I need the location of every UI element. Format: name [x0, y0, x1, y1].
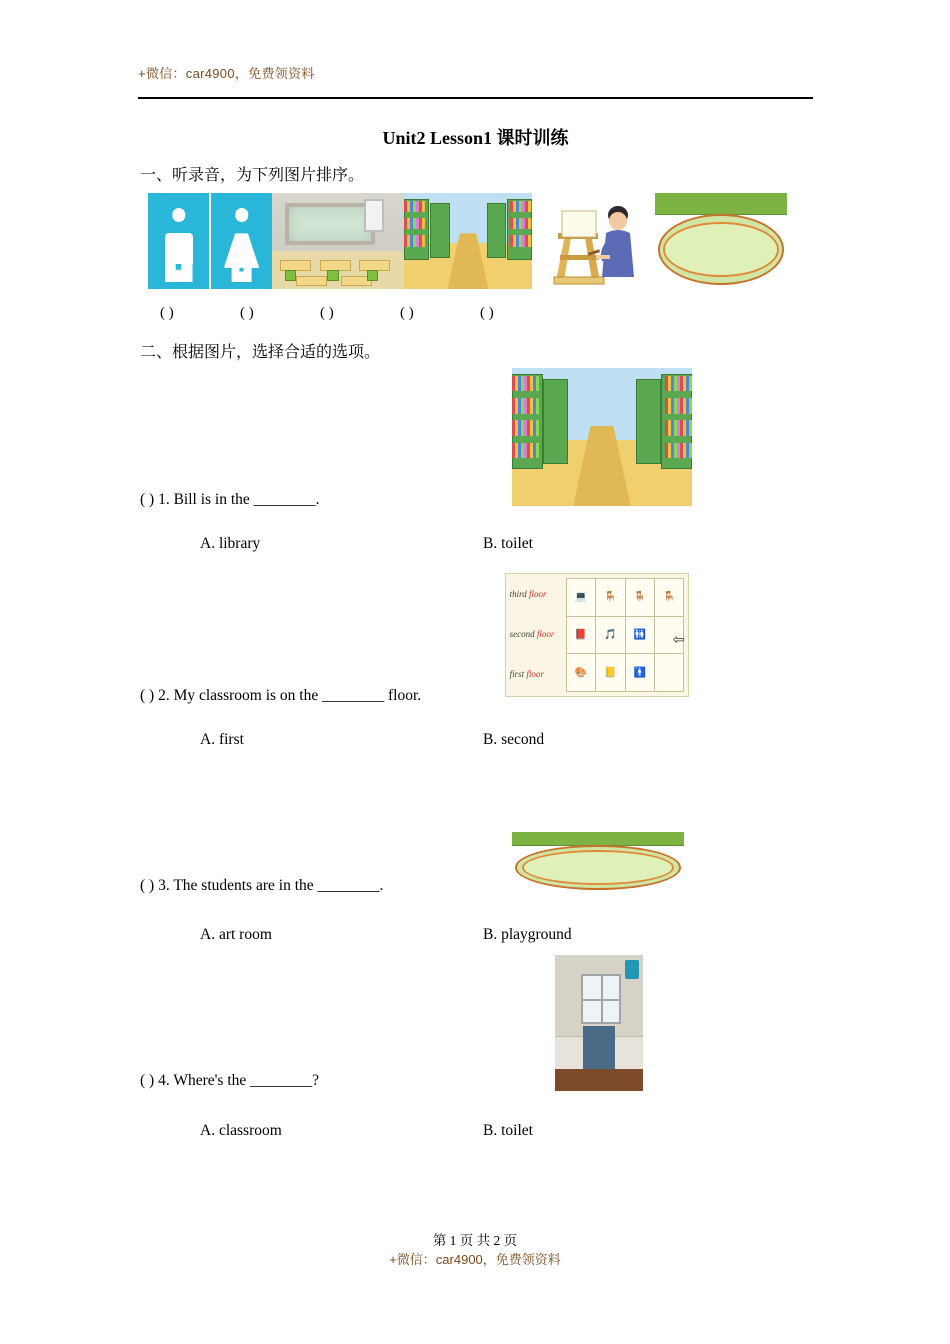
section-1-heading: 一、听录音，为下列图片排序。: [140, 167, 365, 184]
bracket-3[interactable]: ( ): [320, 305, 334, 321]
palette-icon: 🎨: [574, 667, 588, 679]
library-books: [510, 235, 532, 247]
question-1: [140, 491, 320, 509]
floor-plan-grid: [566, 578, 684, 693]
playground-grass: [512, 832, 684, 846]
desk-icon: 🪑: [662, 591, 676, 603]
floor-cell: [596, 617, 624, 654]
bracket-4[interactable]: ( ): [400, 305, 414, 321]
library-shelf: [636, 379, 661, 464]
question-4-option-b[interactable]: B. toilet: [483, 1122, 533, 1139]
floor-cell: [567, 579, 595, 616]
library-books: [665, 376, 692, 391]
floor-cell: [567, 654, 595, 691]
book-icon: 📕: [574, 629, 588, 641]
library-books: [510, 201, 532, 213]
question-1-option-a[interactable]: A. library: [200, 535, 261, 552]
floor-cell: [655, 617, 683, 654]
header-divider: [138, 97, 813, 99]
library-shelf: [430, 203, 450, 259]
question-1-text: Bill is in the ________.: [173, 491, 320, 508]
library-books: [665, 398, 692, 413]
image-library-q1: [512, 368, 692, 506]
male-head-icon: [172, 208, 185, 221]
question-2-option-a[interactable]: A. first: [200, 731, 244, 748]
question-3-option-a[interactable]: A. art room: [200, 926, 272, 943]
classroom-screen: [364, 199, 384, 232]
library-shelf: [487, 203, 507, 259]
page-title: Unit2 Lesson1 课时训练: [382, 128, 569, 148]
floor-cell: [655, 654, 683, 691]
bracket-5[interactable]: ( ): [480, 305, 494, 321]
library-books: [512, 376, 539, 391]
female-body-icon: [224, 233, 259, 268]
toilet-male-figure: [148, 193, 211, 289]
floor-cell: [626, 654, 654, 691]
image-playground-strip: [655, 193, 787, 289]
female-legs-icon: [231, 267, 252, 282]
image-playground-q3: [512, 832, 684, 892]
classroom-chair: [285, 270, 296, 282]
image-floor-plan: [505, 573, 689, 697]
floor-label-third: third floor: [509, 588, 547, 599]
playground-track: [663, 222, 779, 278]
floor-cell: [596, 654, 624, 691]
question-1-option-b[interactable]: B. toilet: [483, 535, 533, 552]
toilet-sign-icon: [625, 960, 639, 979]
floor-label-first: first floor: [509, 669, 544, 680]
bracket-1[interactable]: ( ): [160, 305, 174, 321]
library-books: [665, 443, 692, 458]
question-3: [140, 877, 383, 895]
image-library-strip: [404, 193, 532, 289]
floor-cell: [596, 579, 624, 616]
classroom-blackboard: [285, 203, 375, 246]
library-books: [404, 218, 426, 230]
question-3-prefix[interactable]: ( ) 3.: [140, 877, 170, 894]
playground-track: [522, 850, 673, 885]
art-room-illustration: [548, 193, 640, 289]
floor-label-second: second floor: [509, 628, 555, 639]
library-books: [404, 201, 426, 213]
male-body-icon: [164, 233, 192, 264]
left-arrow-icon: ⇦: [672, 633, 685, 649]
computer-icon: 💻: [574, 591, 588, 603]
bracket-2[interactable]: ( ): [240, 305, 254, 321]
library-books: [512, 443, 539, 458]
notebook-icon: 📒: [604, 667, 617, 679]
toilet-icon: 🚻: [633, 629, 647, 641]
watermark-bottom: +微信：car4900，免费领资料: [389, 1252, 561, 1267]
page-footer: 第 1 页 共 2 页: [432, 1233, 518, 1248]
classroom-chair: [327, 270, 338, 282]
library-books: [404, 235, 426, 247]
playground-grass: [655, 193, 787, 215]
classroom-desk: [296, 276, 327, 287]
toilet-floor: [555, 1069, 643, 1091]
question-2-text: My classroom is on the ________ floor.: [173, 687, 422, 704]
watermark-top: +微信：car4900，免费领资料: [138, 66, 315, 81]
question-4-text: Where's the ________?: [173, 1072, 320, 1089]
female-head-icon: [235, 208, 248, 221]
image-classroom: [272, 193, 404, 289]
floor-cell: [567, 617, 595, 654]
classroom-chair: [367, 270, 378, 282]
toilet-door: [583, 1026, 615, 1070]
desk-icon: 🪑: [633, 591, 647, 603]
question-3-text: The students are in the ________.: [173, 877, 384, 894]
toilet-icon: 🚹: [633, 667, 647, 679]
question-4: [140, 1072, 319, 1090]
library-shelf: [543, 379, 568, 464]
library-books: [665, 420, 692, 435]
toilet-female-figure: [211, 193, 272, 289]
question-4-prefix[interactable]: ( ) 4.: [140, 1072, 170, 1089]
question-3-option-b[interactable]: B. playground: [483, 926, 572, 943]
desk-icon: 🪑: [604, 591, 617, 603]
floor-cell: [626, 579, 654, 616]
question-2-prefix[interactable]: ( ) 2.: [140, 687, 170, 704]
question-1-prefix[interactable]: ( ) 1.: [140, 491, 170, 508]
floor-cell: [626, 617, 654, 654]
question-2-option-b[interactable]: B. second: [483, 731, 545, 748]
image-toilet-sign: [148, 193, 272, 289]
library-books: [512, 398, 539, 413]
library-books: [512, 420, 539, 435]
male-legs-icon: [164, 263, 192, 282]
library-books: [510, 218, 532, 230]
image-art-room: [548, 193, 640, 289]
music-note-icon: 🎵: [604, 629, 617, 641]
floor-cell: [655, 579, 683, 616]
section-2-heading: 二、根据图片，选择合适的选项。: [140, 344, 381, 361]
toilet-window: [581, 974, 620, 1024]
image-toilet-photo: [555, 955, 643, 1091]
library-aisle: [448, 233, 489, 289]
question-4-option-a[interactable]: A. classroom: [200, 1122, 282, 1139]
question-2: [140, 687, 421, 705]
